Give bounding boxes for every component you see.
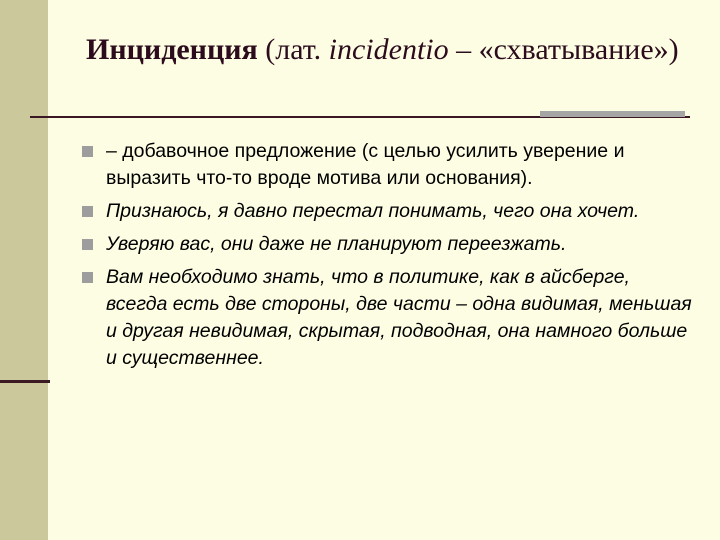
bullet-item [82, 231, 692, 258]
bullet-list [82, 138, 692, 378]
bullet-item [82, 138, 692, 192]
bullet-item [82, 264, 692, 372]
bullet-item [82, 198, 692, 225]
left-decorative-line [0, 380, 50, 383]
square-bullet-icon [82, 272, 93, 283]
title-term: Инциденция [86, 33, 258, 66]
square-bullet-icon [82, 239, 93, 250]
bullet-text: Вам необходимо знать, что в политике, как в айсберге, всегда есть две стороны, две части – одна видимая, меньшая и другая невидимая, скрытая, подводная, она намного больше и существеннее. [106, 266, 692, 369]
title-translation: – «схватывание») [448, 33, 679, 66]
square-bullet-icon [82, 146, 93, 157]
bullet-text: – добавочное предложение (с целью усилить уверение и выразить что-то вроде мотива или основания). [106, 140, 625, 189]
title-accent-bar [540, 111, 685, 117]
left-decorative-bar [0, 0, 48, 540]
bullet-text: Уверяю вас, они даже не планируют переезжать. [106, 233, 567, 255]
slide-title [86, 28, 706, 72]
title-paren-open: (лат. [257, 33, 329, 66]
square-bullet-icon [82, 206, 93, 217]
bullet-text: Признаюсь, я давно перестал понимать, чего она хочет. [106, 200, 640, 222]
title-latin-word: incidentio [328, 33, 449, 66]
